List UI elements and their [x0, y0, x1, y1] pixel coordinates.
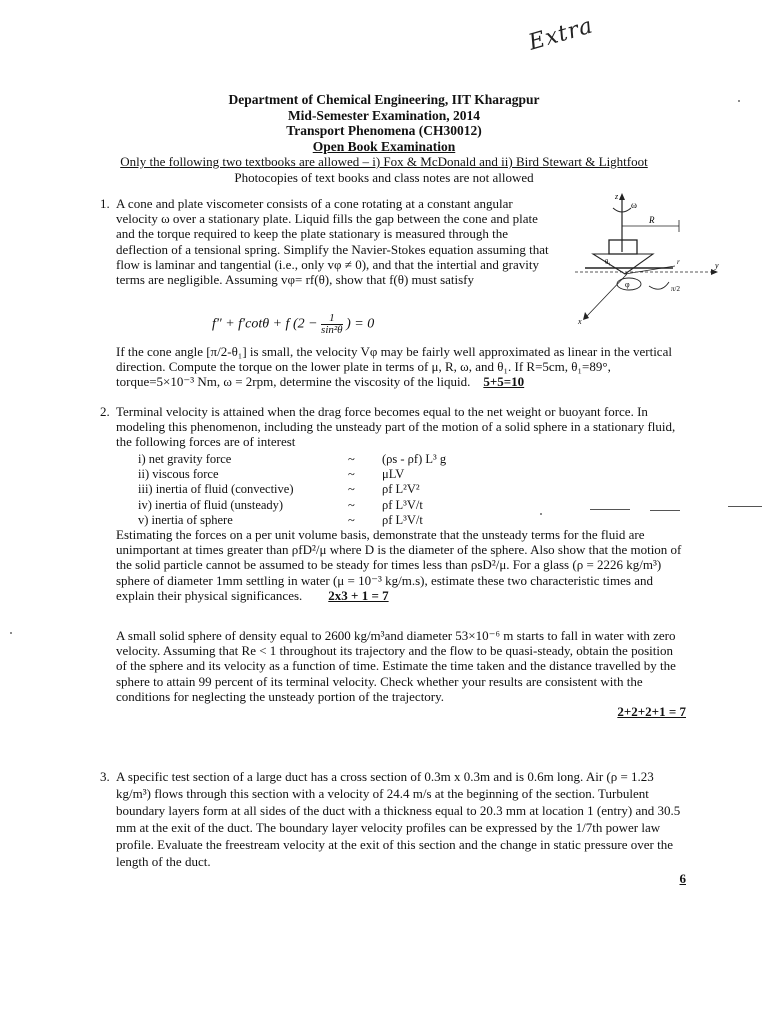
question-number: 2. [100, 404, 110, 419]
course-title: Transport Phenomena (CH30012) [286, 123, 482, 138]
question-text: Terminal velocity is attained when the drag force becomes equal to the net weight or buoyant force. In modeling this phenomenon, including the unsteady part of the motion of a solid sphere in a stationary fluid, the following forces are of interest [116, 404, 676, 450]
force-expression: ρf L²V² [382, 482, 420, 497]
fig-z-label: z [615, 192, 619, 201]
exam-header [0, 92, 768, 185]
list-item [138, 513, 446, 528]
list-item [138, 498, 446, 513]
exam-type: Open Book Examination [312, 138, 456, 154]
scan-artifact [590, 509, 630, 510]
question-marks: 6 [679, 871, 686, 886]
force-expression: (ρs - ρf) L³ g [382, 452, 447, 466]
question-text: If the cone angle [π/2-θ₁] is small, the velocity Vφ may be fairly well approximated as linear in the vertical direction. Compute the torque on the lower plate in terms of μ, R, ω, and θ₁. If R=5cm, θ₁=89°, torque=5×10⁻³ Nm, ω = 2rpm, determine the viscosity of the liquid. [116, 344, 672, 390]
question-number: 1. [100, 196, 110, 211]
list-item [138, 452, 446, 467]
force-expression: ρf L³V/t [382, 512, 423, 527]
exam-name: Mid-Semester Examination, 2014 [287, 107, 481, 123]
force-tilde: ~ [348, 497, 355, 512]
question-1-part-2 [116, 344, 676, 390]
photocopy-note: Photocopies of text books and class notes are not allowed [234, 169, 534, 185]
question-2-part-3 [116, 628, 686, 719]
scan-artifact [650, 510, 680, 511]
question-1 [100, 196, 556, 288]
fig-y-label: y [715, 261, 719, 270]
question-text: A specific test section of a large duct has a cross section of 0.3m x 0.3m and is 0.6m long. Air (ρ = 1.23 kg/m³) flows through this section with a velocity of 24.4 m/s at the beginning of the section. Turbulent boundary layers form at all sides of the duct with a thickness equal to 20.3 mm at location 1 (entry) and 30.5 mm at the exit of the duct. The boundary layer velocity profiles can be expressed by the 1/7th power law profile. Evaluate the freestream velocity at the exit of this section and the change in static pressure over the length of the duct. [116, 769, 681, 869]
fig-x-label: x [578, 317, 582, 326]
question-text: A small solid sphere of density equal to 2600 kg/m³and diameter 53×10⁻⁶ m starts to fall in water with zero velocity. Assuming that Re < 1 throughout its trajectory and the flow to be quasi-steady, obtain the position of the sphere and its velocity as a function of time. Estimate the time taken and the distance travelled by the sphere to attain 99 percent of its terminal velocity. Check whether your results are consistent with the conditions for neglecting the unsteady portion of the trajectory. [116, 628, 676, 704]
question-marks: 5+5=10 [483, 374, 525, 390]
handwritten-note: Extra [525, 13, 597, 56]
question-number: 3. [100, 769, 110, 784]
formula [212, 313, 374, 336]
force-label: iv) inertia of fluid (unsteady) [138, 497, 284, 512]
list-item [138, 467, 446, 482]
fig-theta-label: θ₁ [605, 258, 611, 266]
scan-artifact [738, 100, 740, 102]
force-label: ii) viscous force [138, 467, 219, 482]
force-expression: μLV [382, 467, 405, 482]
fig-omega-label: ω [631, 200, 637, 210]
force-tilde: ~ [348, 452, 355, 466]
formula-left: f″ + f′cotθ + f (2 − [212, 316, 318, 332]
force-tilde: ~ [348, 482, 355, 497]
formula-denominator: sin²θ [321, 324, 343, 336]
force-tilde: ~ [348, 512, 355, 527]
formula-fraction [321, 313, 343, 336]
scan-artifact [728, 506, 762, 507]
question-text: A cone and plate viscometer consists of a cone rotating at a constant angular velocity ω over a stationary plate. Liquid fills the gap between the cone and plate and the torque required to keep the plate stationary is measured through the deflection of a tensional spring. Simplify the Navier-Stokes equation assuming that flow is laminar and tangential (i.e., only vφ ≠ 0), and that the intertial and gravity terms are negligible. Assuming vφ= rf(θ), show that f(θ) must satisfy [116, 196, 549, 288]
question-marks: 2+2+2+1 = 7 [617, 704, 686, 720]
force-expression: ρf L³V/t [382, 497, 423, 512]
force-tilde: ~ [348, 467, 355, 482]
department: Department of Chemical Engineering, IIT Kharagpur [228, 92, 540, 107]
fig-phi-label: φ [625, 280, 630, 289]
question-text: Estimating the forces on a per unit volume basis, demonstrate that the unsteady terms for the fluid are unimportant at times greater than ρfD²/μ where D is the diameter of the sphere. Also show that the motion of the solid particle cannot be assumed to be steady for times less than ρsD²/μ. For a glass (ρ = 2226 kg/m³) sphere of diameter 1mm settling in water (μ = 10⁻³ kg/m.s), estimate these two characteristic times and explain their physical significances. [116, 527, 682, 603]
force-label: i) net gravity force [138, 452, 232, 466]
question-2-part-2 [116, 527, 686, 603]
question-marks: 2x3 + 1 = 7 [328, 587, 389, 603]
fig-R-label: R [649, 215, 655, 225]
force-label: v) inertia of sphere [138, 512, 233, 527]
fig-pi2-label: π/2 [671, 285, 680, 293]
formula-right: ) = 0 [346, 316, 375, 332]
formula-numerator: 1 [321, 313, 343, 325]
allowed-books: Only the following two textbooks are allowed – i) Fox & McDonald and ii) Bird Stewart & Lightfoot [120, 154, 648, 169]
question-2 [100, 404, 686, 450]
forces-list [138, 452, 446, 528]
fig-r-label: r [677, 258, 680, 266]
list-item [138, 482, 446, 497]
scan-artifact [10, 632, 12, 634]
cone-plate-figure [565, 190, 725, 330]
scan-artifact [540, 513, 542, 515]
force-label: iii) inertia of fluid (convective) [138, 482, 294, 497]
question-3 [100, 768, 686, 887]
